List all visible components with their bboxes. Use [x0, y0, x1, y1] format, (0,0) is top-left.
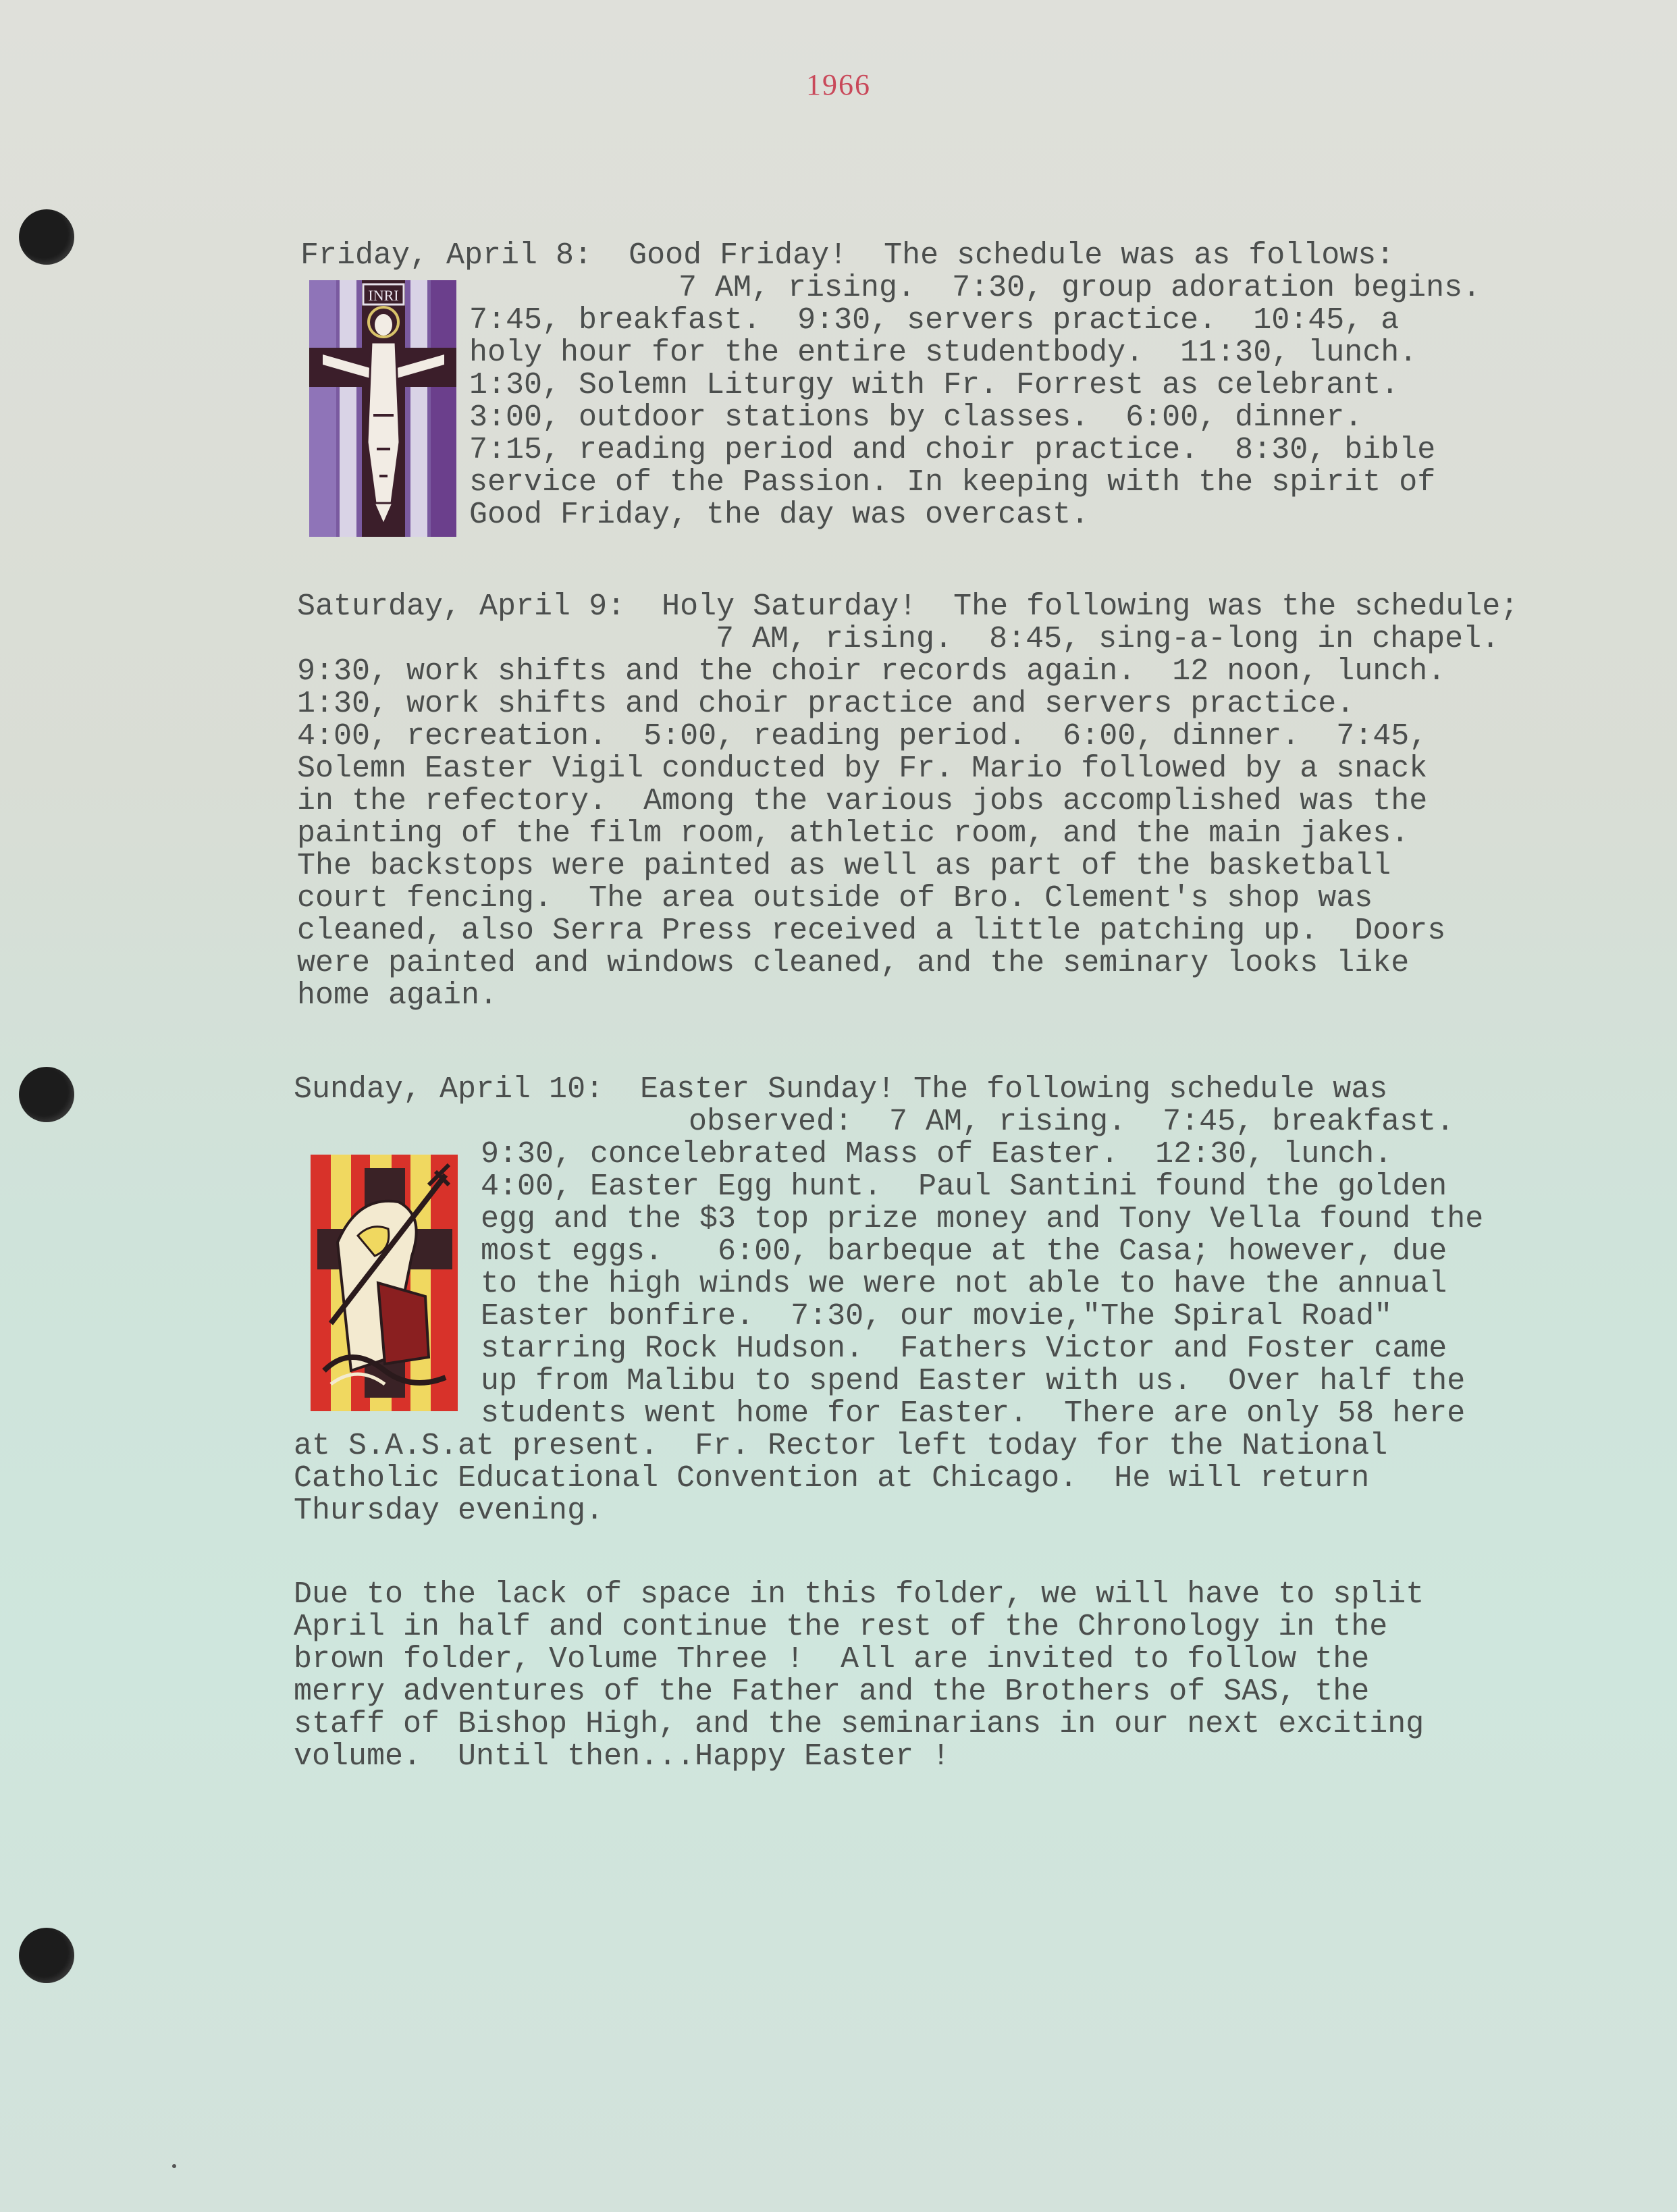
entry-line: brown folder, Volume Three ! All are invited to follow the [294, 1642, 1370, 1677]
page-speck [172, 2164, 176, 2168]
entry-line: Sunday, April 10: Easter Sunday! The following schedule was [294, 1072, 1388, 1107]
entry-line: Thursday evening. [294, 1494, 604, 1528]
easter-illustration [311, 1155, 458, 1411]
entry-line: Due to the lack of space in this folder, we will have to split [294, 1577, 1425, 1612]
entry-line: 7:45, breakfast. 9:30, servers practice. 10:45, a [469, 303, 1400, 338]
entry-line: 4:00, recreation. 5:00, reading period. 6:00, dinner. 7:45, [297, 719, 1428, 754]
entry-line: home again. [297, 978, 498, 1013]
entry-line: court fencing. The area outside of Bro. Clement's shop was [297, 881, 1373, 916]
entry-line: April in half and continue the rest of the Chronology in the [294, 1610, 1388, 1644]
entry-line: Saturday, April 9: Holy Saturday! The following was the schedule; [297, 589, 1519, 624]
entry-line: 7 AM, rising. 7:30, group adoration begins. [678, 271, 1481, 305]
entry-line: merry adventures of the Father and the Brothers of SAS, the [294, 1675, 1370, 1709]
entry-line: Solemn Easter Vigil conducted by Fr. Mario followed by a snack [297, 752, 1428, 786]
entry-line: to the high winds we were not able to have the annual [481, 1267, 1447, 1301]
entry-line: Easter bonfire. 7:30, our movie,"The Spiral Road" [481, 1299, 1393, 1334]
entry-line: 4:00, Easter Egg hunt. Paul Santini found the golden [481, 1169, 1447, 1204]
entry-line: most eggs. 6:00, barbeque at the Casa; however, due [481, 1234, 1447, 1269]
entry-line: cleaned, also Serra Press received a little patching up. Doors [297, 914, 1446, 948]
entry-line: Good Friday, the day was overcast. [469, 498, 1090, 532]
entry-line: up from Malibu to spend Easter with us. Over half the [481, 1364, 1466, 1398]
entry-line: students went home for Easter. There are only 58 here [481, 1396, 1466, 1431]
entry-line: volume. Until then...Happy Easter ! [294, 1739, 951, 1774]
crucifix-illustration [309, 280, 456, 537]
entry-line: 3:00, outdoor stations by classes. 6:00, dinner. [469, 400, 1363, 435]
entry-line: staff of Bishop High, and the seminarians in our next exciting [294, 1707, 1425, 1741]
entry-line: holy hour for the entire studentbody. 11:30, lunch. [469, 336, 1418, 370]
entry-line: in the refectory. Among the various jobs accomplished was the [297, 784, 1428, 818]
entry-line: Catholic Educational Convention at Chicago. He will return [294, 1461, 1370, 1496]
entry-line: 9:30, concelebrated Mass of Easter. 12:30, lunch. [481, 1137, 1393, 1171]
entry-line: 7 AM, rising. 8:45, sing-a-long in chapel. [716, 622, 1500, 656]
entry-line: starring Rock Hudson. Fathers Victor and Foster came [481, 1332, 1447, 1366]
entry-line: at S.A.S.at present. Fr. Rector left today for the National [294, 1429, 1388, 1463]
entry-line: The backstops were painted as well as part of the basketball [297, 849, 1391, 883]
binder-hole-top [19, 209, 74, 265]
entry-line: 1:30, Solemn Liturgy with Fr. Forrest as celebrant. [469, 368, 1400, 402]
entry-line: painting of the film room, athletic room, and the main jakes. [297, 816, 1410, 851]
entry-line: egg and the $3 top prize money and Tony Vella found the [481, 1202, 1484, 1236]
entry-line: were painted and windows cleaned, and the seminary looks like [297, 946, 1410, 980]
entry-line: service of the Passion. In keeping with the spirit of [469, 465, 1436, 500]
inri-plaque: INRI [368, 287, 399, 304]
entry-line: observed: 7 AM, rising. 7:45, breakfast. [689, 1105, 1455, 1139]
entry-line: 1:30, work shifts and choir practice and servers practice. [297, 687, 1355, 721]
entry-line: Friday, April 8: Good Friday! The schedule was as follows: [300, 238, 1395, 273]
entry-line: 9:30, work shifts and the choir records again. 12 noon, lunch. [297, 654, 1446, 689]
page-year: 1966 [806, 68, 871, 101]
binder-hole-bottom [19, 1928, 74, 1983]
binder-hole-middle [19, 1067, 74, 1122]
entry-line: 7:15, reading period and choir practice. 8:30, bible [469, 433, 1436, 467]
